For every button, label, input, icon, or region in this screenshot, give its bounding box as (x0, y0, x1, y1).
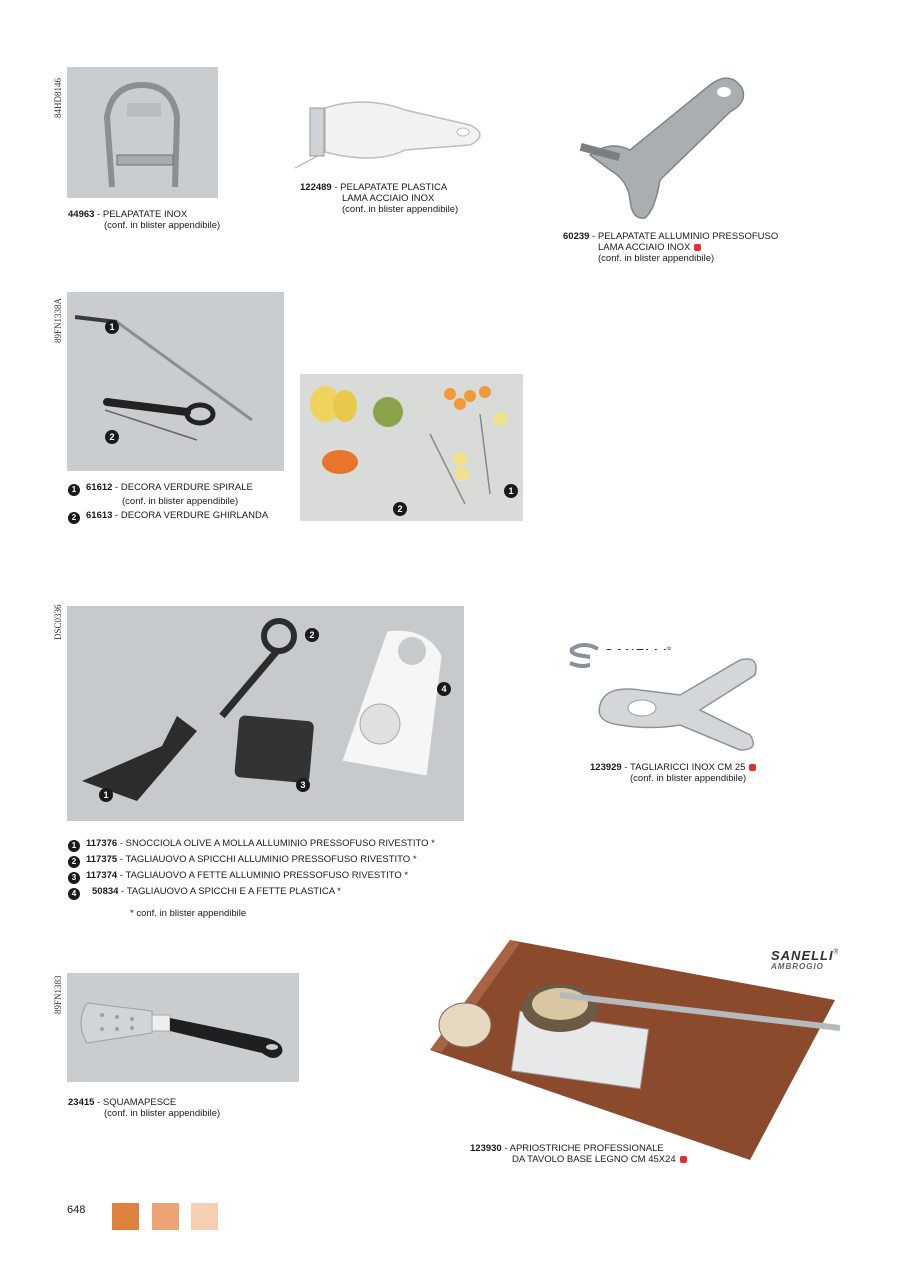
new-marker (749, 764, 756, 771)
badge-2: 2 (105, 430, 119, 444)
peeler-inox-image (67, 67, 218, 198)
list-item-117374: 3 117374 - TAGLIAUOVO A FETTE ALLUMINIO PRESSOFUSO RIVESTITO * (68, 870, 408, 884)
squamapesce-image (67, 973, 299, 1082)
photo-tagliaricci (590, 650, 760, 760)
list-number-2: 2 (68, 512, 80, 524)
page-number: 648 (67, 1204, 86, 1216)
decorated-vegetables-image (300, 374, 523, 521)
caption-122489: 122489 - PELAPATATE PLASTICA LAMA ACCIAIO INOX (conf. in blister appendibile) (300, 182, 459, 215)
caption-123929: 123929 - TAGLIARICCI INOX CM 25 (conf. in blister appendibile) (590, 762, 756, 784)
egg-tools-image (67, 606, 464, 821)
peeler-aluminium-image (570, 70, 750, 225)
photo-code-1: 84HD8146 (53, 78, 63, 118)
new-marker (680, 1156, 687, 1163)
list-number-1: 1 (68, 484, 80, 496)
photo-squamapesce (67, 973, 299, 1082)
caption-44963: 44963 - PELAPATATE INOX (conf. in blister appendibile) (68, 209, 221, 231)
photo-code-2: 89FN1338A (53, 297, 63, 343)
badge-egg-4: 4 (437, 682, 451, 696)
badge-egg-3: 3 (296, 778, 310, 792)
egg-footnote: * conf. in blister appendibile (130, 908, 247, 919)
photo-apriostriche: SANELLI® AMBROGIO (420, 940, 855, 1160)
list-item-50834: 4 50834 - TAGLIAUOVO A SPICCHI E A FETTE PLASTICA * (68, 886, 341, 900)
badge-1: 1 (105, 320, 119, 334)
peeler-plastic-image (285, 90, 490, 175)
photo-peeler-aluminium (570, 70, 750, 225)
caption-123930: 123930 - APRIOSTRICHE PROFESSIONALE DA TAVOLO BASE LEGNO CM 45X24 (470, 1143, 687, 1165)
list-item-117376: 1 117376 - SNOCCIOLA OLIVE A MOLLA ALLUMINIO PRESSOFUSO RIVESTITO * (68, 838, 435, 852)
photo-code-4: 89FN1383 (53, 975, 63, 1014)
photo-peeler-inox (67, 67, 218, 198)
badge-1b: 1 (504, 484, 518, 498)
badge-egg-1: 1 (99, 788, 113, 802)
apriostriche-image (420, 940, 855, 1160)
caption-61613: 2 61613 - DECORA VERDURE GHIRLANDA (68, 510, 268, 524)
photo-decora-tools (67, 292, 284, 471)
caption-60239: 60239 - PELAPATATE ALLUMINIO PRESSOFUSO LAMA ACCIAIO INOX (conf. in blister appendibile) (563, 231, 779, 264)
caption-23415: 23415 - SQUAMAPESCE (conf. in blister appendibile) (68, 1097, 221, 1119)
color-swatch-1 (112, 1203, 139, 1230)
photo-decorated-vegetables (300, 374, 523, 521)
new-marker (694, 244, 701, 251)
photo-peeler-plastic (285, 90, 490, 175)
photo-code-3: DSC0336 (53, 604, 63, 640)
list-item-117375: 2 117375 - TAGLIAUOVO A SPICCHI ALLUMINIO PRESSOFUSO RIVESTITO * (68, 854, 417, 868)
badge-egg-2: 2 (305, 628, 319, 642)
badge-2b: 2 (393, 502, 407, 516)
photo-egg-tools (67, 606, 464, 821)
caption-61612: 1 61612 - DECORA VERDURE SPIRALE (conf. in blister appendibile) (68, 482, 253, 507)
color-swatch-2 (152, 1203, 179, 1230)
color-swatch-3 (191, 1203, 218, 1230)
decora-tools-image (67, 292, 284, 471)
tagliaricci-image (590, 650, 760, 760)
